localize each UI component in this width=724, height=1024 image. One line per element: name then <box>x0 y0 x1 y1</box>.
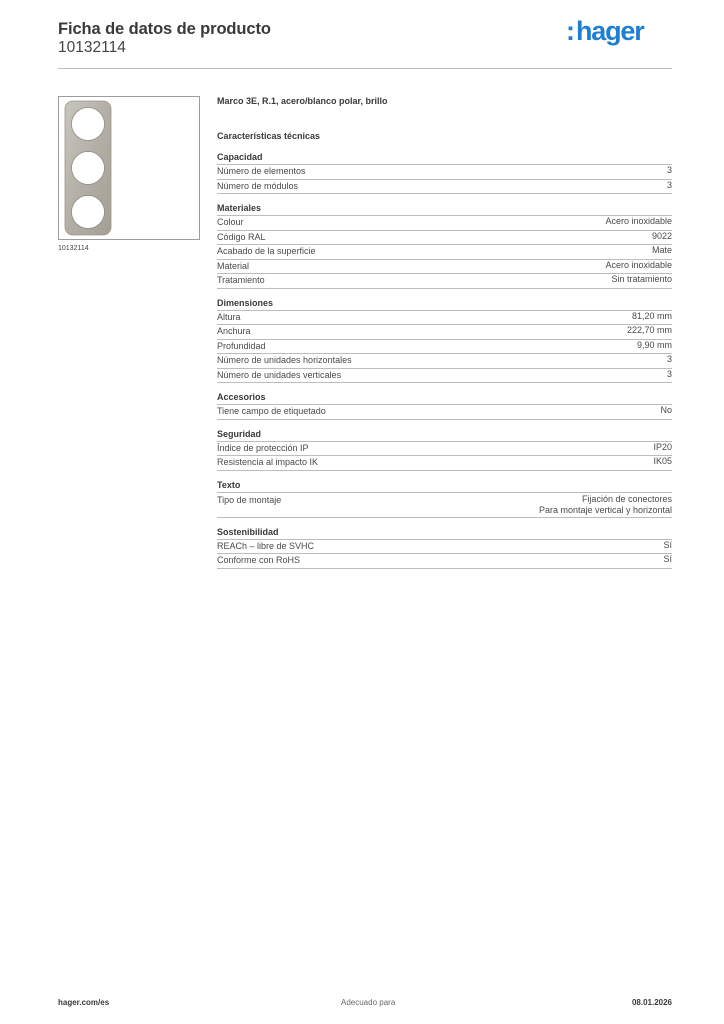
section-title: Seguridad <box>217 429 672 442</box>
spec-section <box>217 392 672 420</box>
spec-label: Anchura <box>217 326 251 336</box>
image-caption: 10132114 <box>58 245 89 252</box>
spec-label: REACh – libre de SVHC <box>217 540 315 551</box>
spec-label: Profundidad <box>217 340 266 351</box>
spec-value-line: Sin tratamiento <box>611 274 672 284</box>
spec-row <box>217 231 672 246</box>
spec-row <box>217 311 672 326</box>
frame-opening-icon <box>72 108 105 141</box>
spec-value-line: Para montaje vertical y horizontal <box>538 504 672 515</box>
spec-value-line: 3 <box>666 354 672 364</box>
spec-label: Resistencia al impacto IK <box>217 457 319 467</box>
spec-section <box>217 152 672 194</box>
spec-value-line: IP20 <box>653 441 672 452</box>
hager-logo: :hager <box>566 16 644 46</box>
spec-value-line: Sí <box>663 554 672 564</box>
spec-row <box>217 540 672 555</box>
page-title: Ficha de datos de producto <box>58 20 271 38</box>
section-title: Materiales <box>217 203 672 216</box>
spec-label: Índice de protección IP <box>217 442 309 453</box>
spec-row <box>217 369 672 384</box>
spec-row <box>217 456 672 471</box>
logo-text: hager <box>576 16 644 46</box>
spec-value-line: 3 <box>666 179 672 190</box>
spec-row <box>217 165 672 180</box>
footer-center-text: Adecuado para <box>341 998 396 1007</box>
spec-value <box>663 554 672 568</box>
spec-row <box>217 405 672 420</box>
frame-opening-icon <box>72 196 105 229</box>
spec-label: Tiene campo de etiquetado <box>217 406 326 416</box>
spec-row <box>217 340 672 355</box>
spec-value <box>637 340 672 354</box>
spec-label: Conforme con RoHS <box>217 555 301 565</box>
spec-label: Número de elementos <box>217 166 306 176</box>
spec-value <box>627 325 672 339</box>
footer-date: 08.01.2026 <box>631 998 672 1007</box>
footer-website[interactable]: hager.com/es <box>58 998 110 1007</box>
spec-value <box>652 245 672 259</box>
spec-row <box>217 245 672 260</box>
spec-value <box>667 165 672 179</box>
spec-value-line: 9,90 mm <box>636 339 672 350</box>
spec-value-line: IK05 <box>653 456 672 466</box>
frame-opening-icon <box>72 152 105 185</box>
spec-row <box>217 260 672 275</box>
spec-value <box>660 405 672 419</box>
spec-row <box>217 180 672 195</box>
spec-value <box>652 231 672 245</box>
spec-label: Material <box>217 260 250 271</box>
spec-label: Código RAL <box>217 231 266 242</box>
product-name: Marco 3E, R.1, acero/blanco polar, brillo <box>217 96 388 106</box>
spec-row <box>217 325 672 340</box>
spec-section <box>217 527 672 569</box>
spec-section <box>217 480 672 518</box>
spec-value-line: No <box>660 405 672 415</box>
spec-row <box>217 354 672 369</box>
spec-section <box>217 429 672 471</box>
section-title: Texto <box>217 480 672 493</box>
spec-value-line: Fijación de conectores <box>581 493 672 504</box>
product-code: 10132114 <box>58 39 126 56</box>
spec-value <box>663 540 672 554</box>
spec-row <box>217 442 672 457</box>
spec-value-line: 81,20 mm <box>631 310 672 321</box>
spec-value <box>653 456 672 470</box>
spec-value <box>667 354 672 368</box>
section-title: Dimensiones <box>217 298 672 311</box>
spec-table <box>217 96 672 578</box>
spec-value-line: Acero inoxidable <box>605 216 672 226</box>
spec-value-line: Mate <box>651 245 672 255</box>
spec-label: Tratamiento <box>217 275 265 285</box>
spec-value <box>667 180 672 194</box>
section-title: Sostenibilidad <box>217 527 672 540</box>
section-title: Accesorios <box>217 392 672 405</box>
spec-value-line: Acero inoxidable <box>605 259 672 270</box>
spec-row <box>217 493 672 518</box>
spec-value <box>611 274 672 288</box>
spec-value <box>667 369 672 383</box>
spec-value <box>605 216 672 230</box>
spec-value-line: 222,70 mm <box>626 325 672 335</box>
tech-characteristics-title: Características técnicas <box>217 131 321 141</box>
spec-label: Altura <box>217 311 241 322</box>
spec-row <box>217 274 672 289</box>
spec-value <box>653 442 672 456</box>
spec-value <box>539 494 672 516</box>
spec-value-line: 3 <box>666 165 672 175</box>
spec-label: Número de unidades verticales <box>217 369 342 380</box>
section-title: Capacidad <box>217 152 672 165</box>
spec-label: Acabado de la superficie <box>217 246 316 256</box>
spec-label: Número de unidades horizontales <box>217 355 352 365</box>
spec-value <box>605 260 672 274</box>
spec-section <box>217 298 672 384</box>
spec-label: Número de módulos <box>217 180 299 191</box>
spec-value <box>632 311 672 325</box>
product-image <box>58 96 200 240</box>
spec-label: Tipo de montaje <box>217 494 282 505</box>
spec-value-line: 3 <box>666 368 672 379</box>
header-divider <box>58 68 672 69</box>
spec-value-line: 9022 <box>651 230 672 241</box>
spec-section <box>217 203 672 289</box>
spec-row <box>217 216 672 231</box>
spec-label: Colour <box>217 217 244 227</box>
spec-value-line: Sí <box>663 539 672 550</box>
spec-row <box>217 554 672 569</box>
